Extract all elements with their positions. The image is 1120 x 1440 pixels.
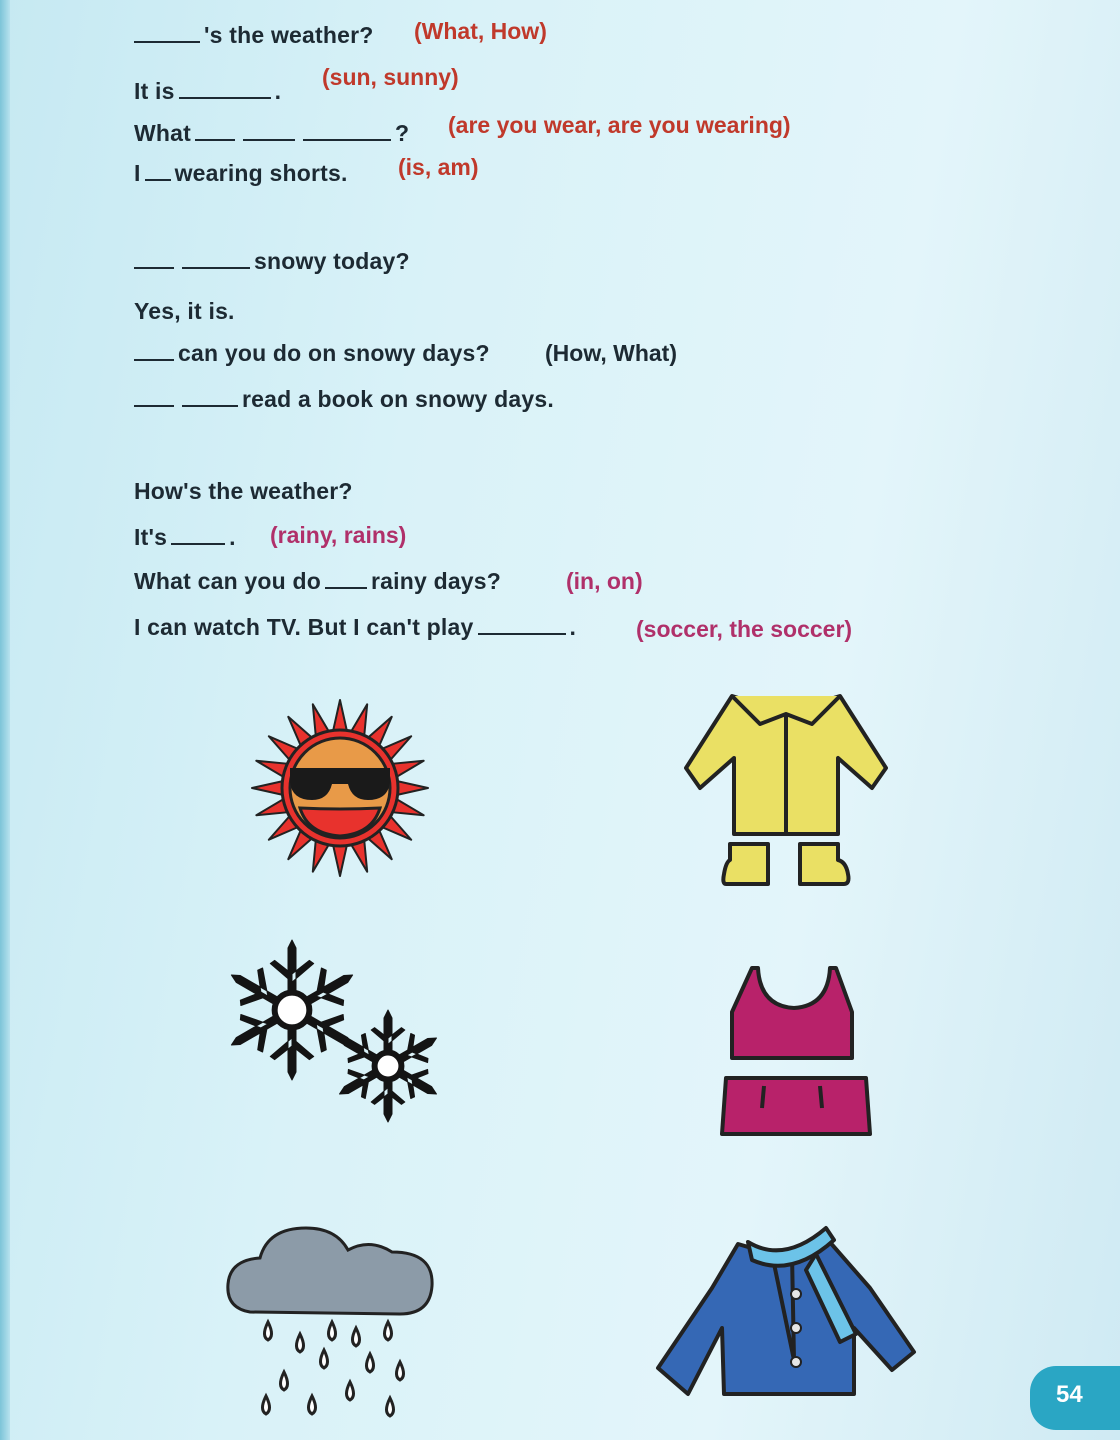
s2-q1: snowy today? bbox=[134, 248, 410, 275]
answer-blank[interactable] bbox=[134, 23, 200, 43]
raincoat-and-boots-icon bbox=[668, 684, 904, 896]
page-number: 54 bbox=[1056, 1381, 1083, 1408]
rain-drop bbox=[347, 1382, 354, 1400]
sun-ray bbox=[252, 781, 284, 796]
rain-cloud-icon bbox=[220, 1216, 440, 1430]
s3-q2: It's . bbox=[134, 524, 236, 550]
answer-blank[interactable] bbox=[171, 525, 225, 545]
s1-q1: 's the weather? bbox=[134, 22, 374, 49]
sun-ray bbox=[396, 781, 428, 796]
sun-ray bbox=[333, 844, 348, 876]
rain-drop bbox=[265, 1322, 272, 1340]
answer-blank[interactable] bbox=[145, 161, 171, 181]
answer-blank[interactable] bbox=[134, 249, 174, 269]
s1-q1-options: (What, How) bbox=[414, 18, 547, 44]
s1-q4: I wearing shorts. bbox=[134, 160, 348, 186]
answer-blank[interactable] bbox=[179, 79, 271, 99]
s2-q3-options: (How, What) bbox=[545, 340, 678, 366]
s3-q3-options: (in, on) bbox=[566, 568, 643, 594]
rain-drop bbox=[397, 1362, 404, 1380]
rain-drop bbox=[329, 1322, 336, 1340]
rain-drop bbox=[263, 1396, 270, 1414]
snowflakes-icon bbox=[216, 930, 446, 1130]
s1-q3-options: (are you wear, are you wearing) bbox=[448, 112, 791, 138]
snowflake-center bbox=[275, 993, 310, 1028]
s1-q2: It is . bbox=[134, 78, 282, 104]
s2-q4: read a book on snowy days. bbox=[134, 386, 554, 413]
rain-drop bbox=[321, 1350, 328, 1368]
answer-blank[interactable] bbox=[182, 249, 250, 269]
rain-drop bbox=[387, 1398, 394, 1416]
s3-q2-options: (rainy, rains) bbox=[270, 522, 407, 548]
s3-q4-options: (soccer, the soccer) bbox=[636, 616, 853, 642]
rain-drop bbox=[353, 1328, 360, 1346]
rain-drop bbox=[297, 1334, 304, 1352]
s3-q1: How's the weather? bbox=[134, 478, 353, 504]
rain-drop bbox=[281, 1372, 288, 1390]
answer-blank[interactable] bbox=[478, 615, 566, 635]
snowflake-center bbox=[375, 1053, 402, 1080]
swimsuit-icon bbox=[718, 960, 878, 1144]
winter-coat-and-scarf-icon bbox=[652, 1218, 918, 1400]
sun-ray bbox=[333, 700, 348, 732]
answer-blank[interactable] bbox=[195, 121, 235, 141]
s2-q2: Yes, it is. bbox=[134, 298, 235, 324]
s1-q3: What ? bbox=[134, 120, 410, 146]
s1-q4-options: (is, am) bbox=[398, 154, 479, 180]
answer-blank[interactable] bbox=[325, 569, 367, 589]
answer-blank[interactable] bbox=[303, 121, 391, 141]
rain-drop bbox=[367, 1354, 374, 1372]
page-edge bbox=[0, 0, 10, 1440]
s3-q4: I can watch TV. But I can't play . bbox=[134, 614, 577, 640]
answer-blank[interactable] bbox=[182, 387, 238, 407]
answer-blank[interactable] bbox=[134, 341, 174, 361]
answer-blank[interactable] bbox=[243, 121, 295, 141]
rain-drop bbox=[309, 1396, 316, 1414]
rain-drop bbox=[385, 1322, 392, 1340]
sun-with-sunglasses-icon bbox=[250, 698, 430, 878]
answer-blank[interactable] bbox=[134, 387, 174, 407]
s1-q2-options: (sun, sunny) bbox=[322, 64, 459, 90]
s3-q3: What can you do rainy days? bbox=[134, 568, 502, 594]
s2-q3: can you do on snowy days? bbox=[134, 340, 490, 367]
